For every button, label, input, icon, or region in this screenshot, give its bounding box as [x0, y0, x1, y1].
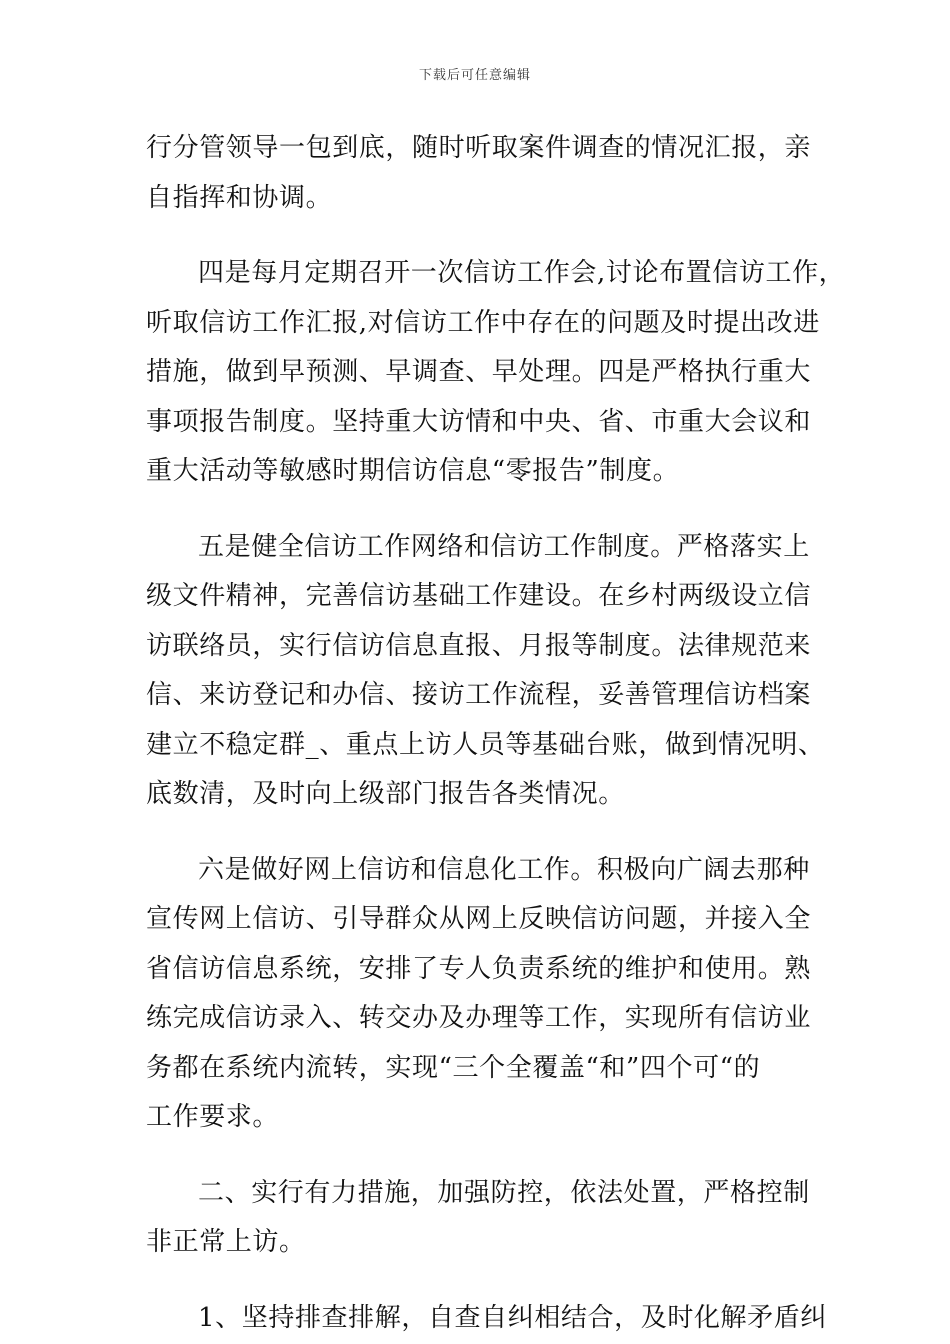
text-line: 重大活动等敏感时期信访信息“零报告”制度。 — [146, 456, 680, 486]
paragraph-continuation — [146, 124, 814, 223]
text-line: 非正常上访。 — [146, 1227, 306, 1257]
section-heading-two — [146, 1169, 814, 1268]
text-line: 六是做好网上信访和信息化工作。积极向广阔去那种 — [198, 854, 810, 885]
paragraph-four — [146, 249, 846, 497]
text-line: 省信访信息系统，安排了专人负责系统的维护和使用。熟 — [146, 953, 812, 984]
text-line: 1、坚持排查排解，自查自纠相结合，及时化解矛盾纠 — [198, 1302, 827, 1333]
text-line: 措施，做到早预测、早调查、早处理。四是严格执行重大 — [146, 357, 812, 387]
text-line: 行分管领导一包到底，随时听取案件调查的情况汇报，亲 — [146, 133, 812, 163]
text-line: 五是健全信访工作网络和信访工作制度。严格落实上 — [198, 531, 810, 562]
text-line: 级文件精神，完善信访基础工作建设。在乡村两级设立信 — [146, 581, 812, 611]
text-line: 四是每月定期召开一次信访工作会,讨论布置信访工作， — [198, 258, 846, 288]
text-line: 练完成信访录入、转交办及办理等工作，实现所有信访业 — [146, 1003, 812, 1033]
paragraph-five — [146, 523, 825, 820]
paragraph-item-one — [146, 1294, 827, 1344]
document-body — [146, 124, 846, 1343]
text-line: 宣传网上信访、引导群众从网上反映信访问题，并接入全 — [146, 904, 812, 934]
text-line: 事项报告制度。坚持重大访情和中央、省、市重大会议和 — [146, 406, 812, 437]
text-line: 工作要求。 — [146, 1102, 280, 1132]
text-line: 自指挥和协调。 — [146, 182, 333, 213]
text-line: 访联络员，实行信访信息直报、月报等制度。法律规范来 — [146, 630, 812, 661]
text-line: 务都在系统内流转，实现“三个全覆盖“和”四个可“的 — [146, 1052, 761, 1083]
page-header: 下载后可任意编辑 — [418, 68, 531, 83]
text-line: 二、实行有力措施，加强防控，依法处置，严格控制 — [198, 1177, 810, 1208]
text-line: 信、来访登记和办信、接访工作流程，妥善管理信访档案 — [146, 680, 812, 710]
paragraph-six — [146, 846, 814, 1143]
text-line: 底数清，及时向上级部门报告各类情况。 — [146, 779, 625, 809]
text-line: 建立不稳定群_、重点上访人员等基础台账，做到情况明、 — [146, 729, 825, 760]
text-line: 听取信访工作汇报,对信访工作中存在的问题及时提出改进 — [146, 307, 820, 338]
